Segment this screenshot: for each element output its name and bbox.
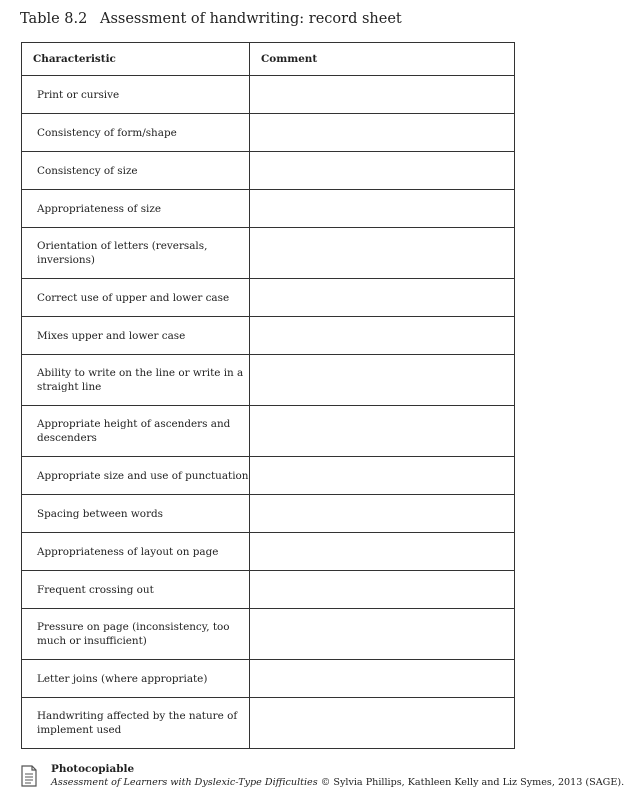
comment-cell[interactable] — [250, 279, 515, 317]
table-caption: Assessment of handwriting: record sheet — [99, 11, 402, 27]
table-row — [22, 228, 515, 279]
comment-cell[interactable] — [250, 114, 515, 152]
comment-cell[interactable] — [250, 495, 515, 533]
table-row — [22, 152, 515, 190]
characteristic-cell: Letter joins (where appropriate) — [22, 660, 250, 698]
table-row — [22, 114, 515, 152]
characteristic-cell: Frequent crossing out — [22, 571, 250, 609]
table-body — [22, 76, 515, 749]
characteristic-cell: Ability to write on the line or write in a straight line — [22, 355, 250, 406]
table-row — [22, 190, 515, 228]
comment-cell[interactable] — [250, 533, 515, 571]
characteristic-cell: Spacing between words — [22, 495, 250, 533]
table-row — [22, 495, 515, 533]
characteristic-cell: Appropriateness of layout on page — [22, 533, 250, 571]
characteristic-cell: Appropriateness of size — [22, 190, 250, 228]
comment-cell[interactable] — [250, 228, 515, 279]
comment-cell[interactable] — [250, 152, 515, 190]
photocopiable-label: Photocopiable — [51, 763, 135, 775]
table-row — [22, 660, 515, 698]
comment-cell[interactable] — [250, 76, 515, 114]
footer — [20, 763, 624, 797]
comment-cell[interactable] — [250, 190, 515, 228]
characteristic-cell: Handwriting affected by the nature of implement used — [22, 698, 250, 749]
header-comment: Comment — [250, 43, 515, 76]
table-row — [22, 317, 515, 355]
comment-cell[interactable] — [250, 406, 515, 457]
photocopy-icon — [20, 765, 38, 787]
handwriting-record-table — [21, 42, 515, 749]
table-row — [22, 533, 515, 571]
characteristic-cell: Appropriate size and use of punctuation — [22, 457, 250, 495]
copyright-text: © Sylvia Phillips, Kathleen Kelly and Liz Symes, 2013 (SAGE). — [320, 777, 624, 788]
table-row — [22, 279, 515, 317]
table-row — [22, 355, 515, 406]
characteristic-cell: Consistency of form/shape — [22, 114, 250, 152]
comment-cell[interactable] — [250, 698, 515, 749]
table-row — [22, 76, 515, 114]
header-characteristic: Characteristic — [22, 43, 250, 76]
comment-cell[interactable] — [250, 571, 515, 609]
comment-cell[interactable] — [250, 660, 515, 698]
characteristic-cell: Mixes upper and lower case — [22, 317, 250, 355]
header-row — [22, 43, 515, 76]
table-number: Table 8.2 — [20, 11, 88, 27]
characteristic-cell: Correct use of upper and lower case — [22, 279, 250, 317]
table-row — [22, 609, 515, 660]
comment-cell[interactable] — [250, 355, 515, 406]
table-row — [22, 571, 515, 609]
book-title: Assessment of Learners with Dyslexic-Type Difficulties — [51, 777, 318, 788]
table-row — [22, 406, 515, 457]
characteristic-cell: Pressure on page (inconsistency, too much or insufficient) — [22, 609, 250, 660]
table-row — [22, 698, 515, 749]
comment-cell[interactable] — [250, 457, 515, 495]
table-title — [20, 11, 402, 27]
comment-cell[interactable] — [250, 609, 515, 660]
comment-cell[interactable] — [250, 317, 515, 355]
characteristic-cell: Print or cursive — [22, 76, 250, 114]
characteristic-cell: Consistency of size — [22, 152, 250, 190]
table-row — [22, 457, 515, 495]
copyright-credit — [51, 777, 624, 788]
characteristic-cell: Orientation of letters (reversals, inversions) — [22, 228, 250, 279]
characteristic-cell: Appropriate height of ascenders and descenders — [22, 406, 250, 457]
